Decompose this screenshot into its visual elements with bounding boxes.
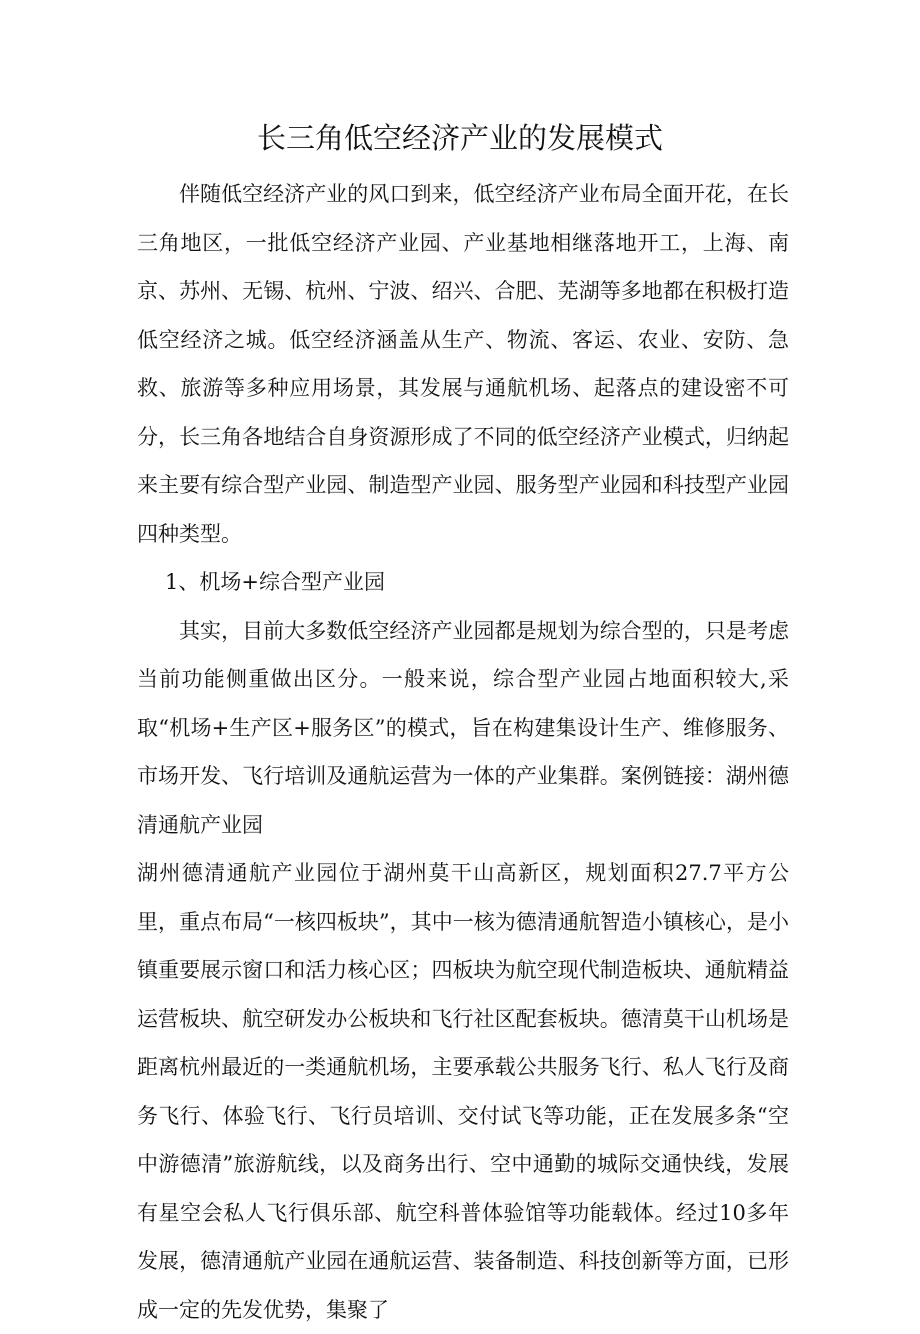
paragraph-intro: 伴随低空经济产业的风口到来，低空经济产业布局全面开花，在长三角地区，一批低空经济产业园、产业基地相继落地开工，上海、南京、苏州、无锡、杭州、宁波、绍兴、合肥、芜湖等多地都在积极打造低空经济之城。低空经济涵盖从生产、物流、客运、农业、安防、急救、旅游等多种应用场景，其发展与通航机场、起落点的建设密不可分，长三角各地结合自身资源形成了不同的低空经济产业模式，归纳起来主要有综合型产业园、制造型产业园、服务型产业园和科技型产业园四种类型。 bbox=[137, 182, 789, 546]
paragraph-deqing-case: 湖州德清通航产业园位于湖州莫干山高新区，规划面积27.7平方公里，重点布局“一核四板块”，其中一核为德清通航智造小镇核心，是小镇重要展示窗口和活力核心区；四板块为航空现代制造板块、通航精益运营板块、航空研发办公板块和飞行社区配套板块。德清莫干山机场是距离杭州最近的一类通航机场，主要承载公共服务飞行、私人飞行及商务飞行、体验飞行、飞行员培训、交付试飞等功能，正在发展多条“空中游德清”旅游航线，以及商务出行、空中通勤的城际交通快线，发展有星空会私人飞行俱乐部、航空科普体验馆等功能载体。经过10多年发展，德清通航产业园在通航运营、装备制造、科技创新等方面，已形成一定的先发优势，集聚了 bbox=[137, 861, 789, 1322]
document-title: 长三角低空经济产业的发展模式 bbox=[256, 121, 663, 155]
paragraph-comprehensive-park: 其实，目前大多数低空经济产业园都是规划为综合型的，只是考虑当前功能侧重做出区分。一般来说，综合型产业园占地面积较大,采取“机场+生产区+服务区”的模式，旨在构建集设计生产、维修服务、市场开发、飞行培训及通航运营为一体的产业集群。案例链接：湖州德清通航产业园 bbox=[137, 618, 789, 837]
document-body bbox=[137, 170, 789, 1334]
section-heading-airport-comprehensive: 1、机场+综合型产业园 bbox=[165, 570, 385, 594]
